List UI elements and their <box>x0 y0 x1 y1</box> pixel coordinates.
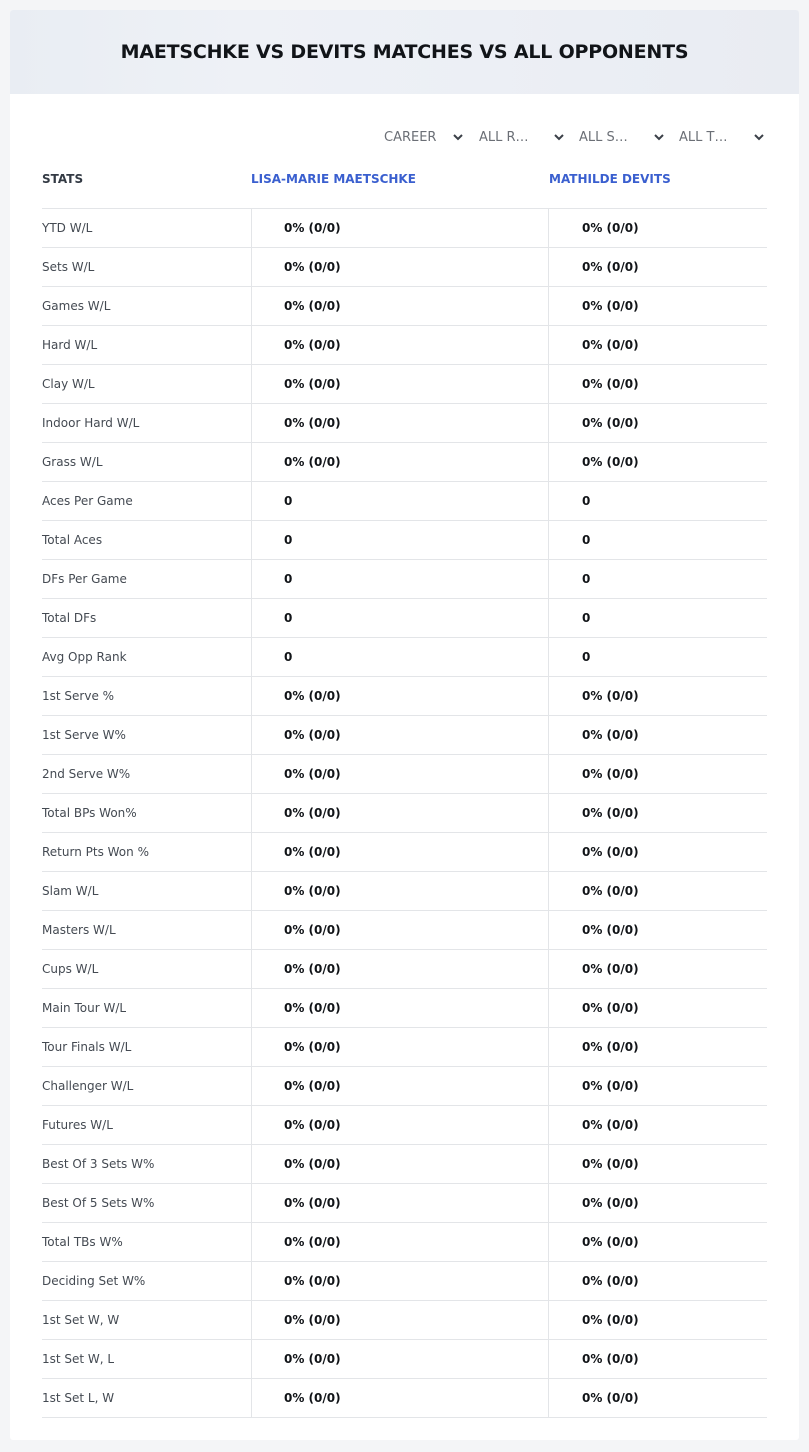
surface-filter-select[interactable] <box>579 126 665 148</box>
player1-stat-value: 0% (0/0) <box>251 755 548 793</box>
table-row <box>42 989 767 1028</box>
stat-label: Grass W/L <box>42 455 103 469</box>
table-row <box>42 638 767 677</box>
table-row <box>42 287 767 326</box>
stat-label: 1st Set W, L <box>42 1352 115 1366</box>
card-header <box>10 10 799 94</box>
table-row <box>42 677 767 716</box>
table-row <box>42 755 767 794</box>
player1-stat-value: 0% (0/0) <box>251 833 548 871</box>
player2-stat-value: 0% (0/0) <box>548 1262 767 1300</box>
player2-stat-value: 0% (0/0) <box>548 833 767 871</box>
stat-label: Total Aces <box>42 533 103 547</box>
player2-stat-value: 0% (0/0) <box>548 989 767 1027</box>
player1-stat-value: 0% (0/0) <box>251 248 548 286</box>
player1-stat-value: 0% (0/0) <box>251 1067 548 1105</box>
stat-label: Challenger W/L <box>42 1079 134 1093</box>
table-body <box>42 209 767 1418</box>
player1-stat-value: 0% (0/0) <box>251 989 548 1027</box>
player1-stat-value: 0% (0/0) <box>251 365 548 403</box>
table-row <box>42 1340 767 1379</box>
player1-stat-value: 0% (0/0) <box>251 287 548 325</box>
stat-label: Games W/L <box>42 299 111 313</box>
player1-stat-value: 0% (0/0) <box>251 950 548 988</box>
player1-stat-value: 0% (0/0) <box>251 404 548 442</box>
player2-stat-value: 0% (0/0) <box>548 1223 767 1261</box>
table-row <box>42 1379 767 1418</box>
player2-stat-value: 0% (0/0) <box>548 1184 767 1222</box>
chevron-down-icon <box>553 131 565 143</box>
filter-bar <box>10 126 799 148</box>
page-title: MAETSCHKE VS DEVITS MATCHES VS ALL OPPONENTS <box>120 41 689 63</box>
stat-label: Aces Per Game <box>42 494 133 508</box>
player1-stat-value: 0% (0/0) <box>251 1340 548 1378</box>
stat-label: 1st Serve W% <box>42 728 126 742</box>
stats-table <box>42 160 767 1418</box>
player1-stat-value: 0% (0/0) <box>251 1145 548 1183</box>
player2-stat-value: 0% (0/0) <box>548 287 767 325</box>
player1-stat-value: 0% (0/0) <box>251 677 548 715</box>
player1-stat-value: 0 <box>251 599 548 637</box>
table-row <box>42 950 767 989</box>
career-filter-select[interactable] <box>384 126 464 148</box>
table-row <box>42 209 767 248</box>
player2-stat-value: 0% (0/0) <box>548 1028 767 1066</box>
player1-stat-value: 0% (0/0) <box>251 1301 548 1339</box>
stat-label: 1st Serve % <box>42 689 115 703</box>
table-row <box>42 248 767 287</box>
stat-label: Tour Finals W/L <box>42 1040 132 1054</box>
stat-label: DFs Per Game <box>42 572 127 586</box>
player2-stat-value: 0 <box>548 560 767 598</box>
table-row <box>42 404 767 443</box>
table-row <box>42 1145 767 1184</box>
career-filter-label: CAREER <box>384 129 437 145</box>
player2-stat-value: 0% (0/0) <box>548 1106 767 1144</box>
table-row <box>42 1301 767 1340</box>
table-row <box>42 521 767 560</box>
player1-stat-value: 0% (0/0) <box>251 209 548 247</box>
table-row <box>42 1262 767 1301</box>
player2-stat-value: 0% (0/0) <box>548 911 767 949</box>
player1-stat-value: 0 <box>251 560 548 598</box>
table-row <box>42 716 767 755</box>
player2-stat-value: 0% (0/0) <box>548 209 767 247</box>
table-row <box>42 1106 767 1145</box>
player1-stat-value: 0 <box>251 521 548 559</box>
player1-stat-value: 0% (0/0) <box>251 1184 548 1222</box>
table-row <box>42 599 767 638</box>
player2-stat-value: 0% (0/0) <box>548 1301 767 1339</box>
stat-label: Indoor Hard W/L <box>42 416 140 430</box>
player2-stat-value: 0% (0/0) <box>548 1379 767 1417</box>
stat-label: Futures W/L <box>42 1118 113 1132</box>
stat-label: Avg Opp Rank <box>42 650 127 664</box>
round-filter-label: ALL R… <box>479 129 529 145</box>
stat-label: 1st Set W, W <box>42 1313 120 1327</box>
player1-stat-value: 0% (0/0) <box>251 1223 548 1261</box>
stat-label: YTD W/L <box>42 221 93 235</box>
player2-stat-value: 0% (0/0) <box>548 248 767 286</box>
player1-stat-value: 0% (0/0) <box>251 1262 548 1300</box>
player1-stat-value: 0 <box>251 638 548 676</box>
stat-label: Deciding Set W% <box>42 1274 146 1288</box>
surface-filter-label: ALL S… <box>579 129 628 145</box>
player2-stat-value: 0 <box>548 482 767 520</box>
player2-stat-value: 0% (0/0) <box>548 677 767 715</box>
stat-label: Masters W/L <box>42 923 116 937</box>
player2-link[interactable]: MATHILDE DEVITS <box>549 172 671 186</box>
player1-stat-value: 0% (0/0) <box>251 716 548 754</box>
stats-card <box>10 10 799 1440</box>
table-row <box>42 1067 767 1106</box>
player2-stat-value: 0% (0/0) <box>548 1145 767 1183</box>
table-row <box>42 872 767 911</box>
chevron-down-icon <box>653 131 665 143</box>
table-row <box>42 560 767 599</box>
stat-label: Main Tour W/L <box>42 1001 127 1015</box>
tournament-filter-select[interactable] <box>679 126 765 148</box>
table-row <box>42 794 767 833</box>
player2-stat-value: 0 <box>548 599 767 637</box>
player2-stat-value: 0% (0/0) <box>548 755 767 793</box>
player1-stat-value: 0% (0/0) <box>251 1106 548 1144</box>
player2-stat-value: 0% (0/0) <box>548 404 767 442</box>
player2-stat-value: 0% (0/0) <box>548 326 767 364</box>
player2-stat-value: 0% (0/0) <box>548 950 767 988</box>
player1-link[interactable]: LISA-MARIE MAETSCHKE <box>251 172 416 186</box>
tournament-filter-label: ALL T… <box>679 129 728 145</box>
stat-label: Total TBs W% <box>42 1235 123 1249</box>
player2-stat-value: 0% (0/0) <box>548 716 767 754</box>
table-row <box>42 443 767 482</box>
player2-stat-value: 0% (0/0) <box>548 365 767 403</box>
stat-label: 1st Set L, W <box>42 1391 115 1405</box>
player2-stat-value: 0 <box>548 638 767 676</box>
stat-label: 2nd Serve W% <box>42 767 131 781</box>
stats-column-header: STATS <box>42 172 84 186</box>
stat-label: Total DFs <box>42 611 97 625</box>
stat-label: Best Of 3 Sets W% <box>42 1157 155 1171</box>
player1-stat-value: 0% (0/0) <box>251 1028 548 1066</box>
stat-label: Return Pts Won % <box>42 845 149 859</box>
table-row <box>42 482 767 521</box>
player2-stat-value: 0% (0/0) <box>548 794 767 832</box>
table-row <box>42 1028 767 1067</box>
table-row <box>42 1184 767 1223</box>
player2-stat-value: 0% (0/0) <box>548 443 767 481</box>
table-row <box>42 833 767 872</box>
player1-stat-value: 0 <box>251 482 548 520</box>
player1-stat-value: 0% (0/0) <box>251 794 548 832</box>
player1-stat-value: 0% (0/0) <box>251 911 548 949</box>
round-filter-select[interactable] <box>479 126 565 148</box>
chevron-down-icon <box>753 131 765 143</box>
player2-stat-value: 0% (0/0) <box>548 872 767 910</box>
player2-stat-value: 0% (0/0) <box>548 1067 767 1105</box>
table-header <box>42 160 767 209</box>
table-row <box>42 1223 767 1262</box>
stat-label: Slam W/L <box>42 884 99 898</box>
table-row <box>42 326 767 365</box>
player1-stat-value: 0% (0/0) <box>251 1379 548 1417</box>
table-row <box>42 911 767 950</box>
player2-stat-value: 0 <box>548 521 767 559</box>
player1-stat-value: 0% (0/0) <box>251 872 548 910</box>
stat-label: Clay W/L <box>42 377 95 391</box>
player1-stat-value: 0% (0/0) <box>251 443 548 481</box>
player1-stat-value: 0% (0/0) <box>251 326 548 364</box>
stat-label: Best Of 5 Sets W% <box>42 1196 155 1210</box>
table-row <box>42 365 767 404</box>
stat-label: Cups W/L <box>42 962 99 976</box>
stat-label: Total BPs Won% <box>42 806 137 820</box>
stat-label: Sets W/L <box>42 260 95 274</box>
chevron-down-icon <box>452 131 464 143</box>
player2-stat-value: 0% (0/0) <box>548 1340 767 1378</box>
stat-label: Hard W/L <box>42 338 98 352</box>
